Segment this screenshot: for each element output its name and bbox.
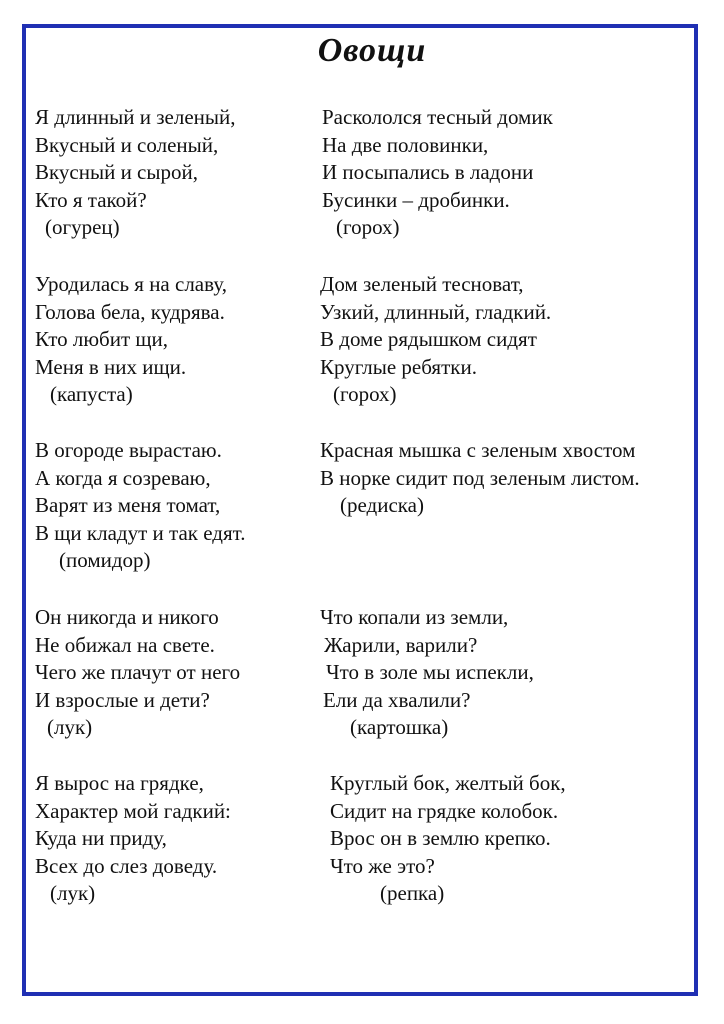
riddle-answer: (лук)	[47, 715, 93, 739]
riddle-line: Характер мой гадкий:	[35, 798, 231, 823]
riddle-1	[35, 104, 235, 242]
riddle-line: Бусинки – дробинки.	[322, 187, 510, 212]
riddle-line: Всех до слез доведу.	[35, 853, 218, 878]
riddle-line: Круглый бок, желтый бок,	[330, 771, 566, 795]
riddle-line: В доме рядышком сидят	[320, 327, 537, 351]
riddle-answer: (помидор)	[59, 548, 151, 572]
riddle-answer: (репка)	[380, 881, 445, 905]
riddle-line: Круглые ребятки.	[320, 354, 477, 379]
riddle-2	[322, 104, 553, 242]
riddle-line: Вкусный и соленый,	[35, 132, 219, 157]
riddle-line: Красная мышка с зеленым хвостом	[320, 438, 636, 462]
riddle-9	[35, 770, 231, 908]
page-title: Овощи	[317, 32, 427, 69]
riddle-line: Врос он в землю крепко.	[330, 826, 551, 850]
riddle-line: А когда я созреваю,	[35, 465, 211, 490]
riddle-line: Что же это?	[330, 853, 435, 878]
riddle-line: Я вырос на грядке,	[35, 771, 204, 795]
riddle-line: Не обижал на свете.	[35, 632, 215, 657]
riddle-line: Раскололся тесный домик	[322, 105, 553, 129]
riddle-line: Что копали из земли,	[320, 605, 509, 629]
riddle-line: И взрослые и дети?	[35, 687, 210, 712]
riddle-answer: (огурец)	[45, 215, 120, 239]
riddle-answer: (капуста)	[50, 382, 133, 406]
riddle-line: Ели да хвалили?	[323, 687, 471, 712]
riddle-line: На две половинки,	[322, 132, 489, 157]
riddle-line: Куда ни приду,	[35, 826, 167, 850]
riddle-answer: (горох)	[336, 215, 400, 239]
riddle-3	[35, 271, 227, 409]
riddle-line: В норке сидит под зеленым листом.	[320, 465, 640, 490]
riddle-line: Вкусный и сырой,	[35, 160, 198, 184]
riddle-7	[35, 604, 240, 742]
riddle-answer: (редиска)	[340, 493, 424, 517]
riddle-line: В щи кладут и так едят.	[35, 520, 246, 545]
riddle-8	[320, 604, 534, 742]
riddle-line: Варят из меня томат,	[35, 493, 221, 517]
riddle-line: Я длинный и зеленый,	[35, 105, 236, 129]
riddle-4	[320, 271, 551, 409]
riddle-10	[330, 770, 566, 908]
riddle-line: Кто любит щи,	[35, 327, 169, 351]
riddle-answer: (горох)	[333, 382, 397, 406]
riddle-line: И посыпались в ладони	[322, 160, 534, 184]
riddle-answer: (лук)	[50, 881, 96, 905]
riddle-answer: (картошка)	[350, 715, 449, 739]
riddle-line: Голова бела, кудрява.	[35, 299, 225, 324]
riddle-line: Дом зеленый тесноват,	[320, 272, 524, 296]
riddle-line: Жарили, варили?	[324, 632, 478, 657]
riddle-line: Узкий, длинный, гладкий.	[320, 299, 552, 324]
riddle-6	[320, 437, 640, 520]
riddle-line: Уродилась я на славу,	[35, 272, 227, 296]
riddle-line: Сидит на грядке колобок.	[330, 798, 559, 823]
riddle-5	[35, 437, 245, 575]
riddle-line: Он никогда и никого	[35, 605, 219, 629]
riddle-line: В огороде вырастаю.	[35, 438, 222, 462]
riddle-line: Меня в них ищи.	[35, 354, 187, 379]
riddle-line: Кто я такой?	[35, 187, 147, 212]
riddle-line: Что в золе мы испекли,	[326, 660, 534, 684]
riddle-line: Чего же плачут от него	[35, 660, 241, 684]
